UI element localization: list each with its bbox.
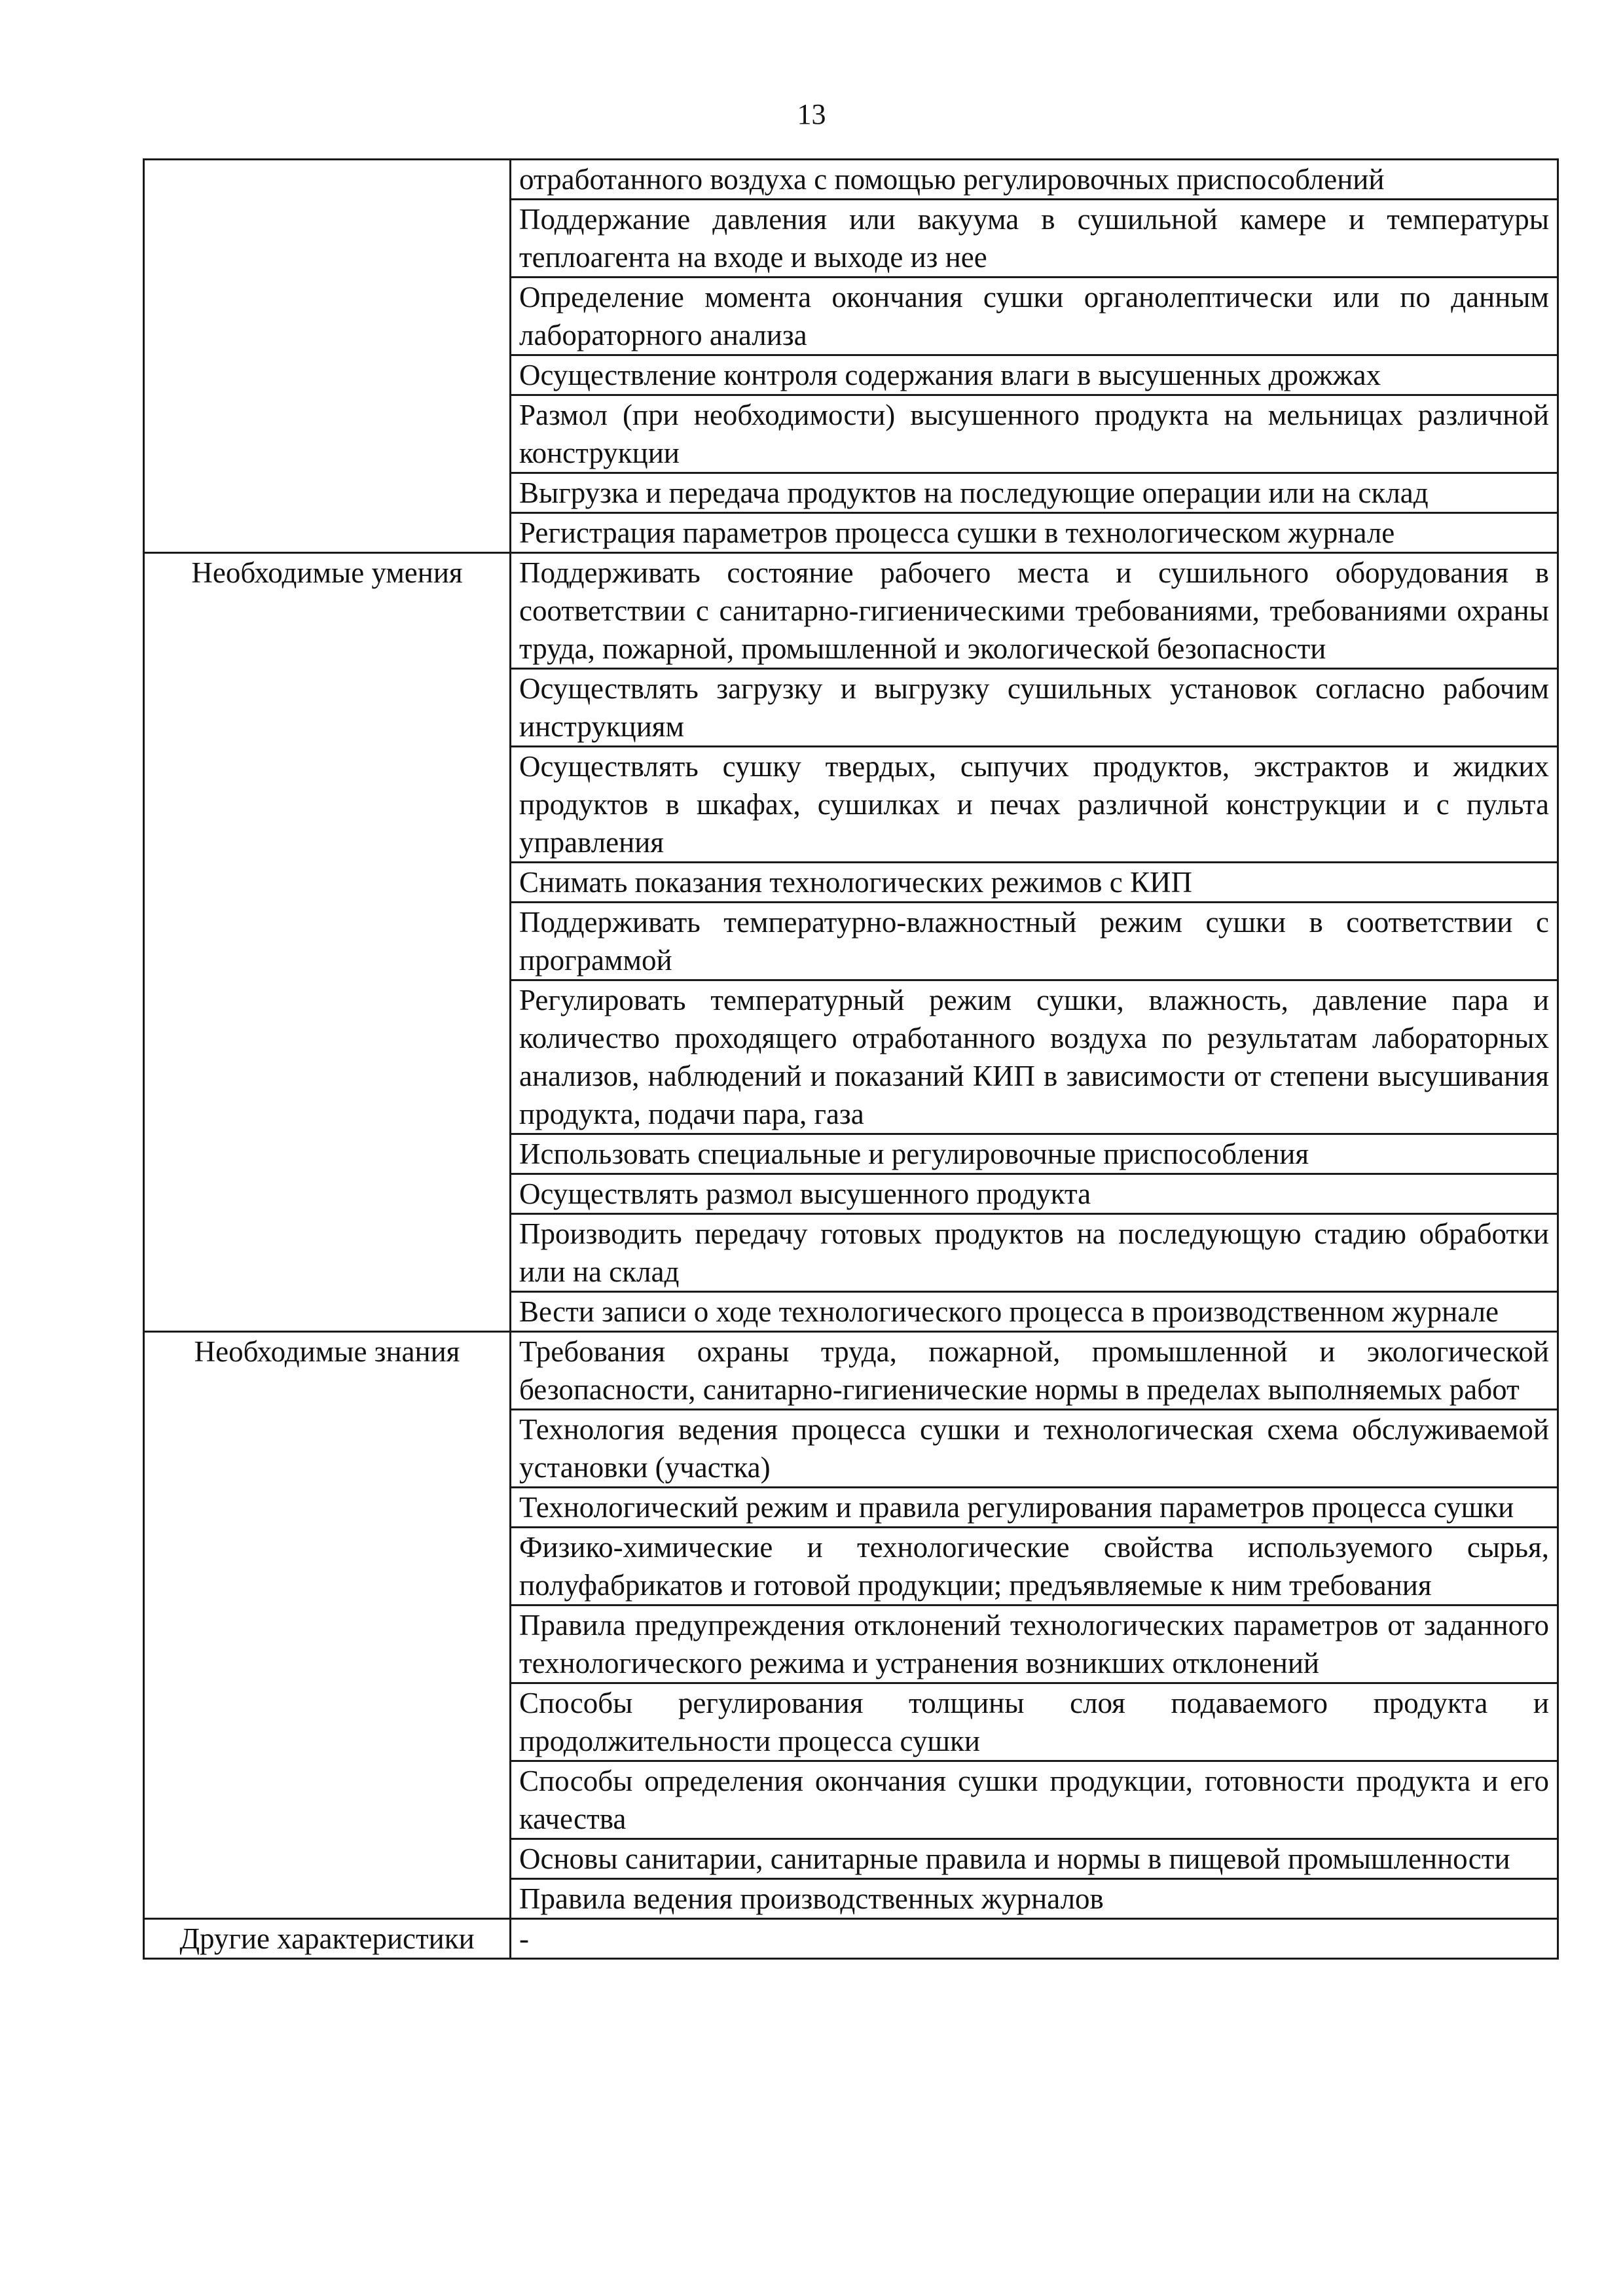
knowledge-item: Способы определения окончания сушки продукции, готовности продукта и его качества — [511, 1761, 1558, 1839]
labor-action-item: отработанного воздуха с помощью регулировочных приспособлений — [511, 160, 1558, 200]
labor-action-item: Выгрузка и передача продуктов на последующие операции или на склад — [511, 473, 1558, 513]
labor-action-item: Поддержание давления или вакуума в сушильной камере и температуры теплоагента на входе и выходе из нее — [511, 200, 1558, 278]
knowledge-item: Правила ведения производственных журналов — [511, 1879, 1558, 1919]
knowledge-item: Физико-химические и технологические свойства используемого сырья, полуфабрикатов и готовой продукции; предъявляемые к ним требования — [511, 1528, 1558, 1605]
skills-label: Необходимые умения — [144, 553, 511, 1332]
skill-item: Использовать специальные и регулировочные приспособления — [511, 1134, 1558, 1174]
skill-item: Осуществлять размол высушенного продукта — [511, 1174, 1558, 1214]
skill-item: Поддерживать состояние рабочего места и сушильного оборудования в соответствии с санитарно-гигиеническими требованиями, требованиями охраны труда, пожарной, промышленной и экологической безопасности — [511, 553, 1558, 669]
skill-item: Вести записи о ходе технологического процесса в производственном журнале — [511, 1292, 1558, 1332]
other-characteristics-label: Другие характеристики — [144, 1919, 511, 1959]
labor-actions-label-cell — [144, 160, 511, 553]
labor-function-table — [143, 158, 1559, 1960]
labor-action-item: Размол (при необходимости) высушенного продукта на мельницах различной конструкции — [511, 395, 1558, 473]
knowledge-item: Основы санитарии, санитарные правила и нормы в пищевой промышленности — [511, 1839, 1558, 1879]
skill-item: Регулировать температурный режим сушки, влажность, давление пара и количество проходящего отработанного воздуха по результатам лабораторных анализов, наблюдений и показаний КИП в зависимости от степени высушивания продукта, подачи пара, газа — [511, 980, 1558, 1134]
skill-item: Поддерживать температурно-влажностный режим сушки в соответствии с программой — [511, 903, 1558, 980]
knowledge-item: Технология ведения процесса сушки и технологическая схема обслуживаемой установки (участка) — [511, 1410, 1558, 1488]
knowledge-item: Технологический режим и правила регулирования параметров процесса сушки — [511, 1488, 1558, 1528]
knowledge-item: Способы регулирования толщины слоя подаваемого продукта и продолжительности процесса сушки — [511, 1683, 1558, 1761]
skill-item: Осуществлять сушку твердых, сыпучих продуктов, экстрактов и жидких продуктов в шкафах, сушилках и печах различной конструкции и с пульта управления — [511, 747, 1558, 863]
knowledge-item: Правила предупреждения отклонений технологических параметров от заданного технологического режима и устранения возникших отклонений — [511, 1605, 1558, 1683]
knowledge-item: Требования охраны труда, пожарной, промышленной и экологической безопасности, санитарно-гигиенические нормы в пределах выполняемых работ — [511, 1332, 1558, 1410]
skill-item: Снимать показания технологических режимов с КИП — [511, 863, 1558, 903]
labor-action-item: Определение момента окончания сушки органолептически или по данным лабораторного анализа — [511, 278, 1558, 355]
skill-item: Осуществлять загрузку и выгрузку сушильных установок согласно рабочим инструкциям — [511, 669, 1558, 747]
table-row — [144, 1919, 1558, 1959]
other-characteristics-value: - — [511, 1919, 1558, 1959]
knowledge-label: Необходимые знания — [144, 1332, 511, 1919]
labor-action-item: Регистрация параметров процесса сушки в технологическом журнале — [511, 513, 1558, 553]
page-number: 13 — [797, 98, 826, 130]
table-row — [144, 553, 1558, 669]
labor-action-item: Осуществление контроля содержания влаги в высушенных дрожжах — [511, 355, 1558, 395]
skill-item: Производить передачу готовых продуктов на последующую стадию обработки или на склад — [511, 1214, 1558, 1292]
table-row — [144, 1332, 1558, 1410]
table-row — [144, 160, 1558, 200]
